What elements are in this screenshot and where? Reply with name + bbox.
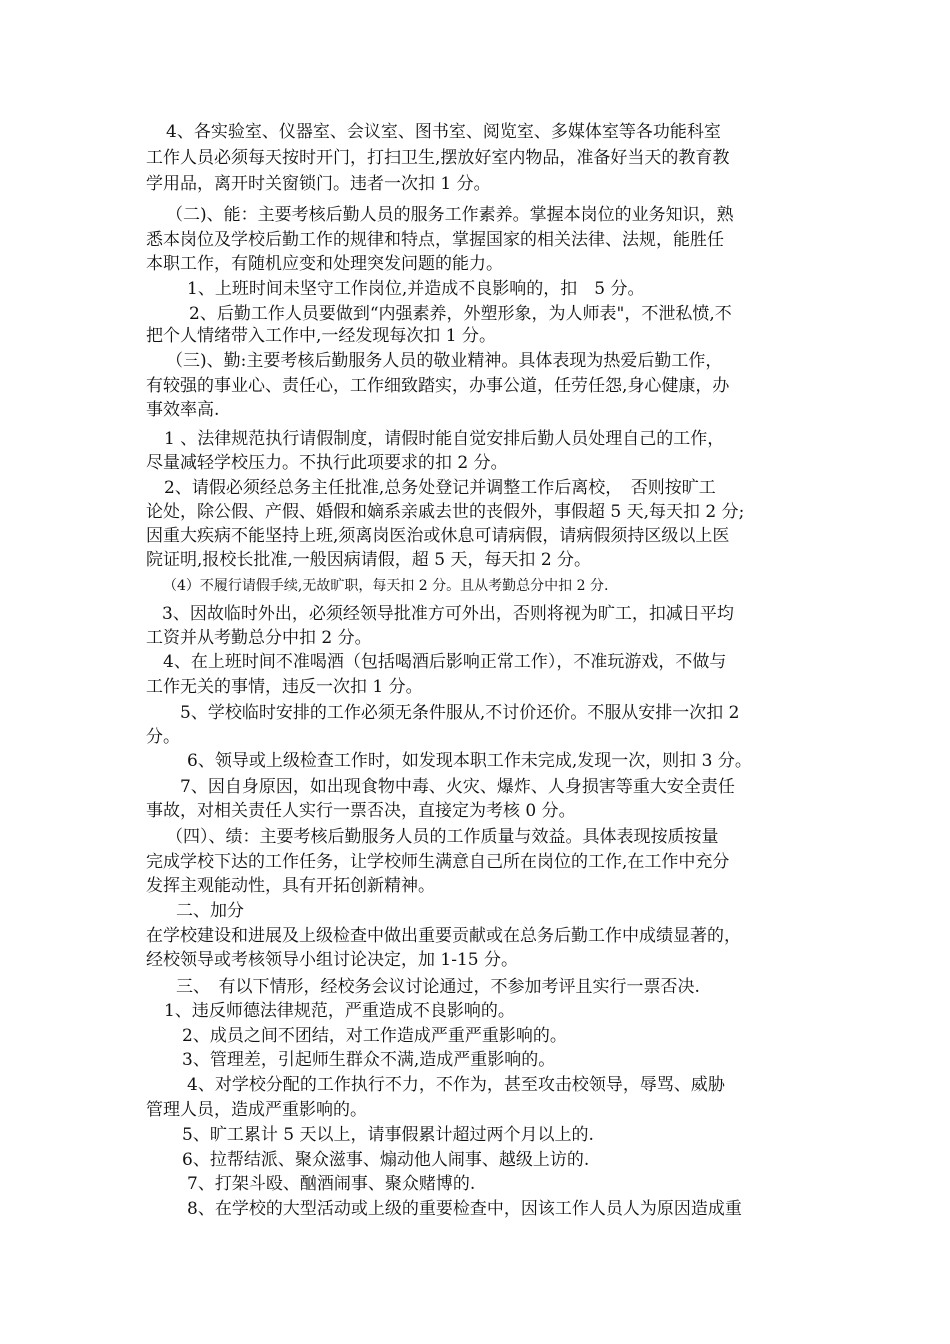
text-line: 把个人情绪带入工作中,一经发现每次扣 1 分。 (146, 326, 497, 346)
text-line: 4、在上班时间不准喝酒（包括喝酒后影响正常工作），不准玩游戏，不做与 (163, 652, 727, 672)
text-line: 5、旷工累计 5 天以上，请事假累计超过两个月以上的. (182, 1125, 594, 1145)
text-line: 8、在学校的大型活动或上级的重要检查中，因该工作人员人为原因造成重 (187, 1199, 742, 1219)
text-line: 院证明,报校长批准,一般因病请假，超 5 天，每天扣 2 分。 (146, 550, 592, 570)
text-line: 发挥主观能动性，具有开拓创新精神。 (146, 876, 435, 896)
text-line: 工作无关的事情，违反一次扣 1 分。 (146, 677, 423, 697)
text-line: 2、请假必须经总务主任批准,总务处登记并调整工作后离校， 否则按旷工 (164, 478, 716, 498)
text-line: 4、各实验室、仪器室、会议室、图书室、阅览室、多媒体室等各功能科室 (166, 122, 721, 142)
text-line: 有较强的事业心、责任心，工作细致踏实，办事公道，任劳任怨,身心健康，办 (146, 376, 730, 396)
text-line: 事故，对相关责任人实行一票否决，直接定为考核 0 分。 (146, 801, 576, 821)
text-line: 2、后勤工作人员要做到“内强素养，外塑形象，为人师表"，不泄私愤,不 (189, 304, 732, 324)
text-line: 悉本岗位及学校后勤工作的规律和特点，掌握国家的相关法律、法规，能胜任 (146, 230, 724, 250)
text-line: 3、因故临时外出，必须经领导批准方可外出，否则将视为旷工，扣减日平均 (162, 604, 734, 624)
text-line: 尽量减轻学校压力。不执行此项要求的扣 2 分。 (146, 453, 508, 473)
text-line: （四）、绩：主要考核后勤服务人员的工作质量与效益。具体表现按质按量 (166, 827, 719, 847)
text-line: 论处，除公假、产假、婚假和嫡系亲戚去世的丧假外，事假超 5 天,每天扣 2 分; (146, 502, 745, 522)
text-line: 工作人员必须每天按时开门，打扫卫生,摆放好室内物品，准备好当天的教育教 (146, 148, 730, 168)
text-line: 4、对学校分配的工作执行不力，不作为，甚至攻击校领导，辱骂、威胁 (187, 1075, 725, 1095)
text-line: 1 、法律规范执行请假制度，请假时能自觉安排后勤人员处理自己的工作， (164, 429, 725, 449)
text-line: 工资并从考勤总分中扣 2 分。 (146, 628, 372, 648)
text-line: 3、管理差，引起师生群众不满,造成严重影响的。 (182, 1050, 556, 1070)
text-line: 6、拉帮结派、聚众滋事、煽动他人闹事、越级上访的. (182, 1150, 590, 1170)
text-line: 6、领导或上级检查工作时，如发现本职工作未完成,发现一次，则扣 3 分。 (187, 751, 752, 771)
text-line: 学用品，离开时关窗锁门。违者一次扣 1 分。 (146, 174, 491, 194)
text-line: 事效率高. (146, 400, 220, 420)
text-line: （4）不履行请假手续,无故旷职，每天扣 2 分。且从考勤总分中扣 2 分. (163, 578, 609, 594)
text-line: 1、违反师德法律规范，严重造成不良影响的。 (164, 1001, 515, 1021)
text-line: 管理人员，造成严重影响的。 (146, 1100, 367, 1120)
text-line: 完成学校下达的工作任务，让学校师生满意自己所在岗位的工作,在工作中充分 (146, 852, 730, 872)
text-line: 因重大疾病不能坚持上班,须离岗医治或休息可请病假，请病假须持区级以上医 (146, 526, 730, 546)
text-line: 2、成员之间不团结，对工作造成严重严重影响的。 (182, 1026, 567, 1046)
text-line: 1、上班时间未坚守工作岗位,并造成不良影响的，扣 5 分。 (187, 279, 645, 299)
text-line: （三)、勤:主要考核后勤服务人员的敬业精神。具体表现为热爱后勤工作， (166, 351, 723, 371)
text-line: 分。 (146, 727, 180, 747)
text-line: 7、因自身原因，如出现食物中毒、火灾、爆炸、人身损害等重大安全责任 (180, 777, 735, 797)
text-line: 本职工作，有随机应变和处理突发问题的能力。 (146, 254, 503, 274)
text-line: 5、学校临时安排的工作必须无条件服从,不讨价还价。不服从安排一次扣 2 (180, 703, 740, 723)
text-line: 三、 有以下情形，经校务会议讨论通过，不参加考评且实行一票否决. (176, 977, 700, 997)
text-line: （二)、能：主要考核后勤人员的服务工作素养。掌握本岗位的业务知识，熟 (166, 205, 734, 225)
text-line: 在学校建设和进展及上级检查中做出重要贡献或在总务后勤工作中成绩显著的， (146, 926, 741, 946)
text-line: 经校领导或考核领导小组讨论决定，加 1-15 分。 (146, 950, 518, 970)
text-line: 7、打架斗殴、酗酒闹事、聚众赌博的. (187, 1174, 476, 1194)
text-line: 二、加分 (176, 901, 244, 921)
